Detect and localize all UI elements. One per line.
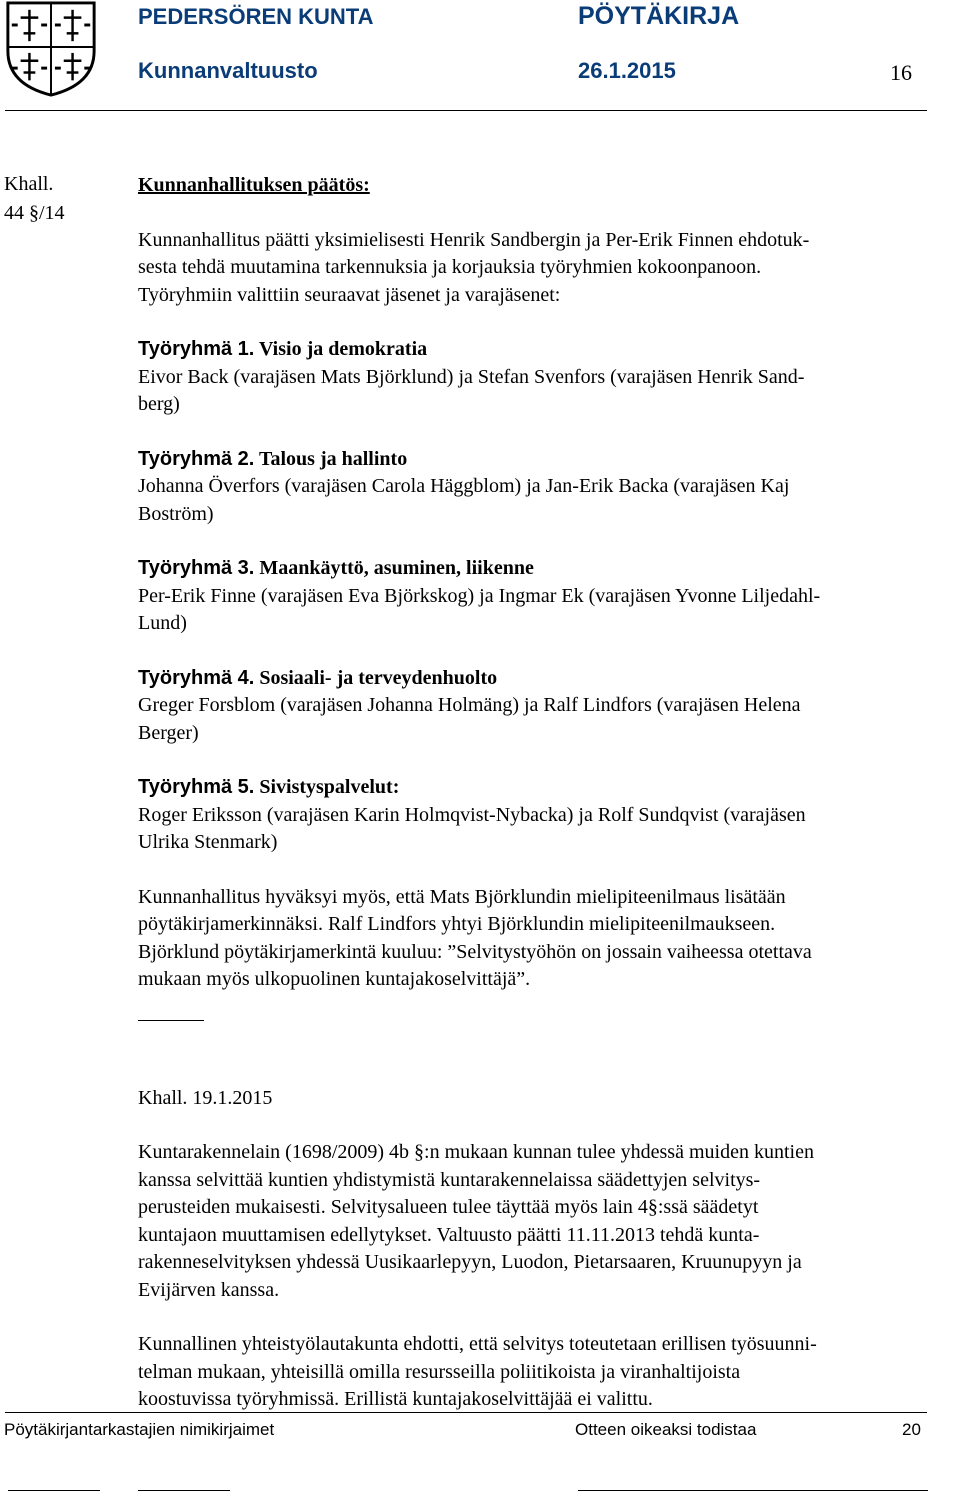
working-group-title	[138, 555, 930, 583]
text-line: berg)	[138, 393, 180, 415]
text-line: sesta tehdä muutamina tarkennuksia ja korjauksia työryhmien kokoonpanoon.	[138, 256, 762, 278]
text-line: kuntajaon muuttamisen edellytykset. Valtuusto päätti 11.11.2013 tehdä kunta-	[138, 1223, 760, 1246]
text-line: Boström)	[138, 502, 214, 525]
working-group-4	[138, 665, 930, 748]
text-line: Eivor Back (varajäsen Mats Björklund) ja Stefan Svenfors (varajäsen Henrik Sand-	[138, 365, 805, 388]
text-line: Lund)	[138, 612, 187, 634]
working-group-3	[138, 555, 930, 638]
side-ref-line: 44 §/14	[4, 202, 65, 224]
working-group-name: Sosiaali- ja terveydenhuolto	[259, 666, 498, 689]
signature-line	[8, 1490, 100, 1491]
approval-paragraph	[138, 884, 930, 994]
working-group-title	[138, 446, 930, 474]
text-line: Työryhmiin valittiin seuraavat jäsenet ja varajäsenet:	[138, 283, 561, 306]
text-line: Berger)	[138, 721, 199, 744]
page-header	[0, 0, 960, 112]
document-type: PÖYTÄKIRJA	[578, 2, 740, 30]
municipal-coat-of-arms-icon	[2, 0, 100, 98]
working-group-1	[138, 336, 930, 419]
signature-line	[138, 1490, 230, 1491]
side-reference	[4, 170, 65, 228]
working-group-name: Maankäyttö, asuminen, liikenne	[259, 557, 534, 579]
signature-line	[578, 1490, 928, 1491]
page-footer	[0, 1410, 960, 1495]
text-line: Ulrika Stenmark)	[138, 831, 278, 853]
working-group-title	[138, 665, 930, 693]
text-line: Evijärven kanssa.	[138, 1278, 280, 1301]
text-line: Björklund pöytäkirjamerkintä kuuluu: ”Selvitystyöhön on jossain vaiheessa otettava	[138, 940, 812, 963]
text-line: Per-Erik Finne (varajäsen Eva Björkskog) ja Ingmar Ek (varajäsen Yvonne Liljedahl-	[138, 584, 821, 607]
working-group-label: Työryhmä 3.	[138, 557, 255, 579]
meeting-date: 26.1.2015	[578, 58, 676, 83]
text-line: Kunnallinen yhteistyölautakunta ehdotti, että selvitys toteutetaan erillisen työsuunni-	[138, 1333, 817, 1355]
text-line: kanssa selvittää kuntien yhdistymistä kuntarakennelaissa säädettyjen selvitys-	[138, 1168, 761, 1191]
text-line: pöytäkirjamerkinnäksi. Ralf Lindfors yhtyi Björklundin mielipiteenilmaukseen.	[138, 913, 776, 935]
reviewers-initials-label: Pöytäkirjantarkastajien nimikirjaimet	[4, 1420, 275, 1439]
intro-paragraph	[138, 227, 930, 310]
text-line: rakenneselvityksen yhdessä Uusikaarlepyyn, Luodon, Pietarsaaren, Kruunupyyn ja	[138, 1251, 802, 1273]
text-line: Kunnanhallitus hyväksyi myös, että Mats Björklundin mielipiteenilmaus lisätään	[138, 885, 786, 908]
body-name: Kunnanvaltuusto	[138, 58, 318, 83]
text-line: Roger Eriksson (varajäsen Karin Holmqvist-Nybacka) ja Rolf Sundqvist (varajäsen	[138, 803, 806, 826]
working-group-name: Talous ja hallinto	[258, 447, 408, 470]
working-group-label: Työryhmä 5.	[138, 776, 255, 798]
working-group-name: Visio ja demokratia	[258, 338, 428, 360]
text-line: Greger Forsblom (varajäsen Johanna Holmäng) ja Ralf Lindfors (varajäsen Helena	[138, 694, 801, 716]
section-heading: Kunnanhallituksen päätös:	[138, 174, 370, 196]
certified-copy-label: Otteen oikeaksi todistaa	[575, 1420, 757, 1439]
text-line: mukaan myös ulkopuolinen kuntajakoselvittäjä”.	[138, 968, 531, 990]
text-line: Kunnanhallitus päätti yksimielisesti Henrik Sandbergin ja Per-Erik Finnen ehdotuk-	[138, 228, 810, 251]
section-end-rule	[138, 1020, 204, 1021]
working-group-label: Työryhmä 1.	[138, 338, 255, 360]
prior-meeting-ref: Khall. 19.1.2015	[138, 1086, 273, 1109]
text-line: Kuntarakennelain (1698/2009) 4b §:n mukaan kunnan tulee yhdessä muiden kuntien	[138, 1141, 814, 1163]
prior-paragraph-1	[138, 1139, 930, 1304]
text-line: koostuvissa työryhmissä. Erillistä kuntajakoselvittäjää ei valittu.	[138, 1388, 653, 1410]
working-group-label: Työryhmä 2.	[138, 447, 255, 470]
organization-name: PEDERSÖREN KUNTA	[138, 4, 374, 29]
working-group-2	[138, 446, 930, 529]
page-number: 16	[890, 60, 912, 85]
text-line: telman mukaan, yhteisillä omilla resursseilla poliitikoista ja viranhaltijoista	[138, 1360, 741, 1383]
prior-paragraph-2	[138, 1331, 930, 1414]
working-group-5	[138, 774, 930, 857]
side-ref-line: Khall.	[4, 173, 54, 195]
working-group-label: Työryhmä 4.	[138, 666, 255, 689]
working-group-title	[138, 336, 930, 364]
text-line: perusteiden mukaisesti. Selvitysalueen tulee täyttää myös lain 4§:ssä säädetyt	[138, 1196, 759, 1218]
text-line: Johanna Överfors (varajäsen Carola Häggblom) ja Jan-Erik Backa (varajäsen Kaj	[138, 475, 790, 497]
footer-divider	[5, 1412, 927, 1413]
working-group-title	[138, 774, 930, 802]
total-pages: 20	[902, 1420, 921, 1439]
document-body	[138, 172, 930, 1414]
header-divider	[5, 110, 927, 111]
working-group-name: Sivistyspalvelut:	[259, 776, 400, 798]
